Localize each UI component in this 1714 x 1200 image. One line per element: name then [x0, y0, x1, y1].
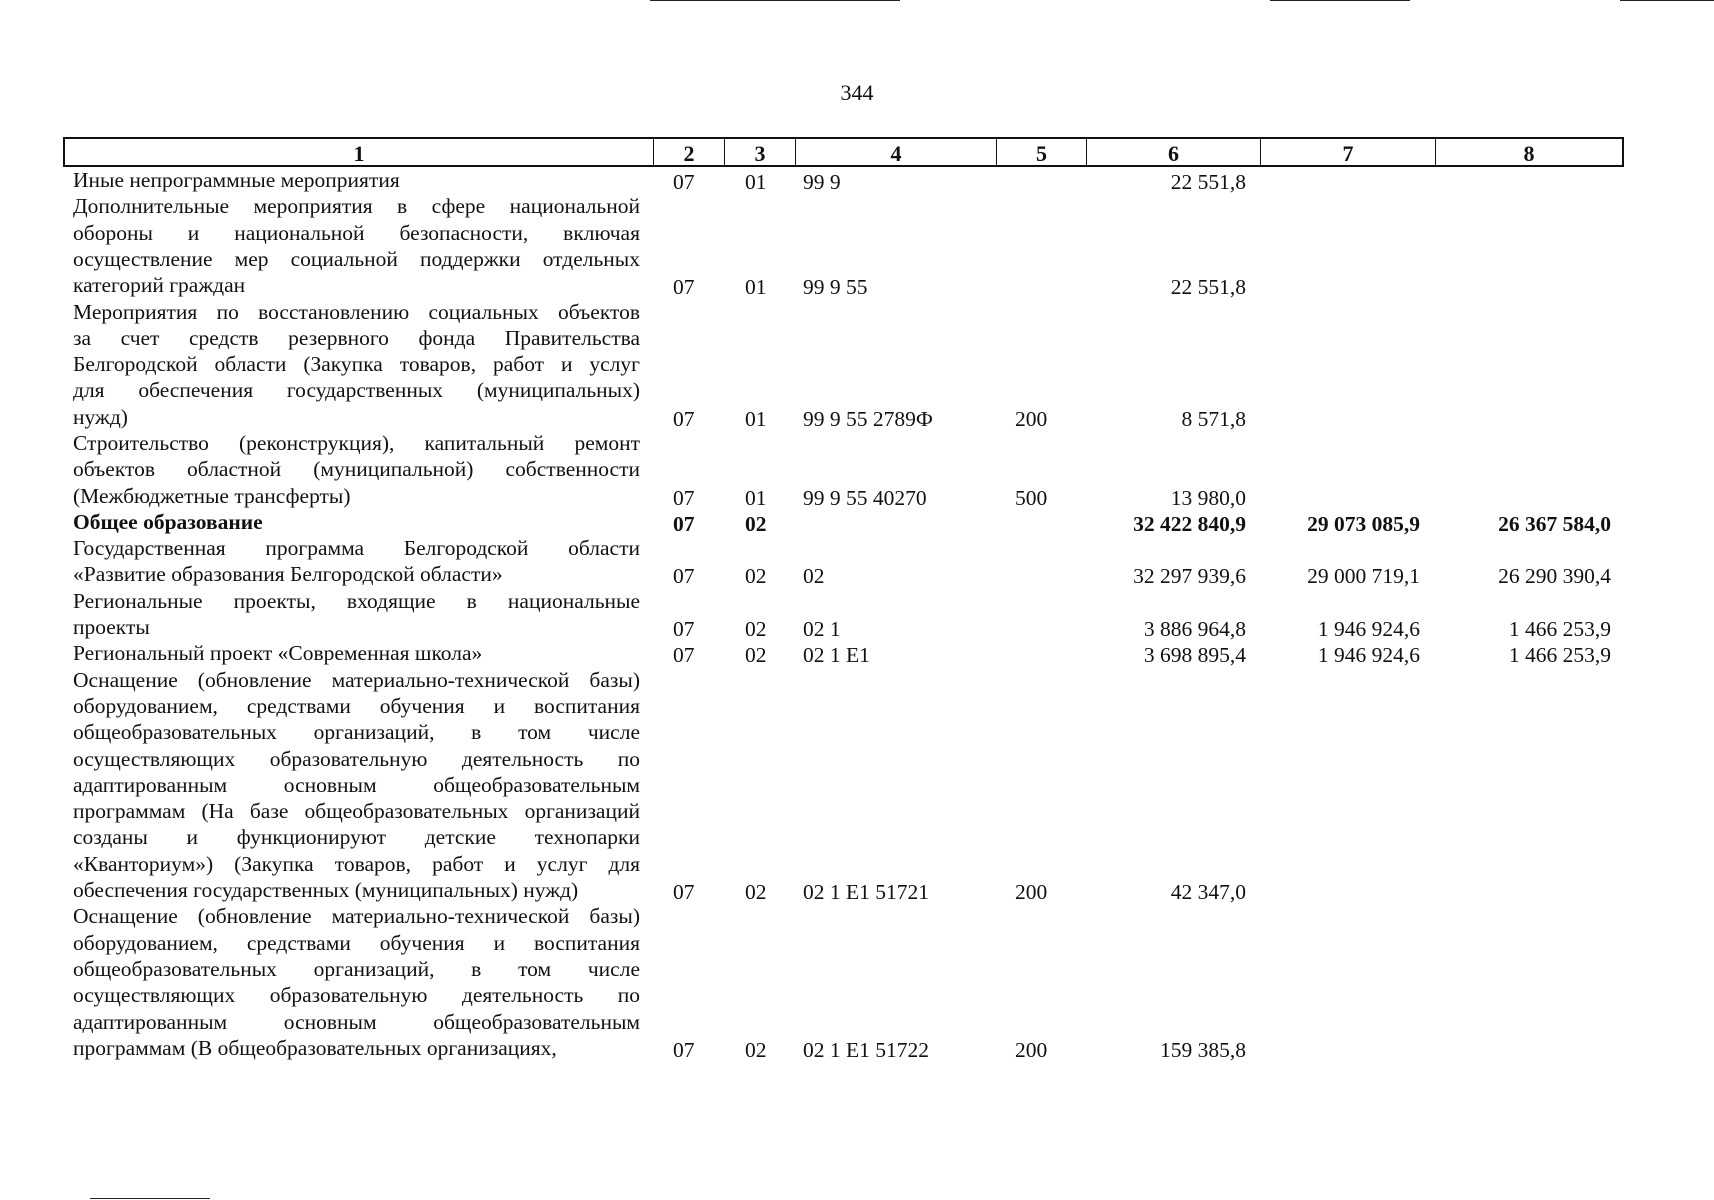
cell-c3: 02 — [745, 643, 767, 668]
cell-c8: 1 466 253,9 — [1508, 643, 1611, 668]
cell-c2: 07 — [673, 880, 695, 905]
description-line: программам (В общеобразовательных организациях, — [73, 1035, 557, 1060]
cell-c2: 07 — [673, 406, 695, 431]
header-col-8: 8 — [1435, 139, 1622, 165]
cell-c3: 02 — [745, 880, 767, 905]
cell-c4: 02 1 E1 51722 — [803, 1037, 930, 1062]
description-line: Дополнительные мероприятия в сфере национальной — [73, 194, 640, 219]
cell-c3: 01 — [745, 406, 767, 431]
cell-c6: 42 347,0 — [1170, 880, 1246, 905]
cell-c5: 500 — [1015, 485, 1048, 510]
description-line: (Межбюджетные трансферты) — [73, 483, 351, 508]
cell-c3: 01 — [745, 275, 767, 300]
cell-c3: 02 — [745, 564, 767, 589]
cell-c4: 02 — [803, 564, 825, 589]
cell-c6: 22 551,8 — [1170, 170, 1246, 194]
page-number: 344 — [840, 80, 874, 105]
cell-c5: 200 — [1015, 1037, 1048, 1062]
top-scan-line — [1620, 0, 1714, 1]
cell-c3: 02 — [745, 1037, 767, 1062]
description-line: объектов областной (муниципальной) собственности — [73, 457, 640, 482]
cell-c2: 07 — [673, 617, 695, 642]
cell-c6: 13 980,0 — [1170, 485, 1246, 510]
cell-c3: 01 — [745, 485, 767, 510]
top-scan-line — [650, 0, 900, 1]
description-line: «Кванториум») (Закупка товаров, работ и услуг для — [73, 851, 640, 876]
cell-c7: 1 946 924,6 — [1317, 617, 1420, 642]
row-description — [73, 430, 640, 509]
cell-c2: 07 — [673, 511, 695, 536]
description-line: общеобразовательных организаций, в том числе — [73, 720, 640, 745]
row-description — [73, 535, 640, 588]
cell-c4: 02 1 — [803, 617, 841, 642]
description-line: нужд) — [73, 404, 128, 429]
cell-c2: 07 — [673, 170, 695, 194]
cell-c3: 02 — [745, 617, 767, 642]
description-line: осуществляющих образовательную деятельность по — [73, 746, 640, 771]
description-line: адаптированным основным общеобразовательным — [73, 772, 640, 797]
description-line: оборудованием, средствами обучения и воспитания — [73, 930, 640, 955]
description-line: Оснащение (обновление материально-технической базы) — [73, 667, 640, 692]
description-line: Белгородской области (Закупка товаров, работ и услуг — [73, 352, 640, 377]
cell-c4: 02 1 E1 51721 — [803, 880, 930, 905]
row-description — [73, 640, 640, 666]
row-description — [73, 167, 640, 193]
header-col-3: 3 — [724, 139, 795, 165]
table-header — [63, 137, 1624, 167]
cell-c5: 200 — [1015, 406, 1048, 431]
cell-c6: 3 698 895,4 — [1143, 643, 1246, 668]
description-line: обороны и национальной безопасности, включая — [73, 220, 640, 245]
cell-c8: 1 466 253,9 — [1508, 617, 1611, 642]
cell-c4: 02 1 E1 — [803, 643, 870, 668]
description-line: категорий граждан — [73, 273, 246, 298]
cell-c8: 26 367 584,0 — [1498, 511, 1611, 536]
row-description — [73, 299, 640, 430]
cell-c2: 07 — [673, 485, 695, 510]
header-col-2: 2 — [653, 139, 724, 165]
cell-c2: 07 — [673, 275, 695, 300]
cell-c6: 22 551,8 — [1170, 275, 1246, 300]
description-line: обеспечения государственных (муниципальных) нужд) — [73, 878, 579, 903]
footnote-rule — [90, 1198, 210, 1199]
cell-c3: 01 — [745, 170, 767, 194]
row-description — [73, 588, 640, 641]
description-line: Государственная программа Белгородской области — [73, 536, 640, 561]
cell-c2: 07 — [673, 643, 695, 668]
header-col-5: 5 — [996, 139, 1086, 165]
description-line: Общее образование — [73, 509, 263, 534]
description-line: осуществляющих образовательную деятельность по — [73, 983, 640, 1008]
row-description — [73, 667, 640, 904]
cell-c2: 07 — [673, 1037, 695, 1062]
cell-c6: 159 385,8 — [1160, 1037, 1246, 1062]
description-line: проекты — [73, 615, 150, 640]
description-line: Иные непрограммные мероприятия — [73, 168, 400, 192]
row-description — [73, 903, 640, 1061]
cell-c7: 29 000 719,1 — [1307, 564, 1420, 589]
cell-c6: 32 422 840,9 — [1133, 511, 1246, 536]
cell-c6: 8 571,8 — [1181, 406, 1246, 431]
cell-c4: 99 9 — [803, 170, 841, 194]
description-line: Оснащение (обновление материально-технической базы) — [73, 904, 640, 929]
header-col-1: 1 — [353, 141, 365, 166]
description-line: Региональные проекты, входящие в национальные — [73, 588, 640, 613]
cell-c2: 07 — [673, 564, 695, 589]
cell-c6: 32 297 939,6 — [1133, 564, 1246, 589]
header-col-7: 7 — [1260, 139, 1435, 165]
description-line: за счет средств резервного фонда Правительства — [73, 325, 640, 350]
description-line: адаптированным основным общеобразовательным — [73, 1009, 640, 1034]
description-line: созданы и функционируют детские технопарки — [73, 825, 640, 850]
description-line: осуществление мер социальной поддержки отдельных — [73, 246, 640, 271]
cell-c3: 02 — [745, 511, 767, 536]
description-line: Мероприятия по восстановлению социальных объектов — [73, 299, 640, 324]
header-col-4: 4 — [795, 139, 996, 165]
cell-c7: 1 946 924,6 — [1317, 643, 1420, 668]
cell-c4: 99 9 55 40270 — [803, 485, 927, 510]
cell-c5: 200 — [1015, 880, 1048, 905]
cell-c7: 29 073 085,9 — [1307, 511, 1420, 536]
cell-c6: 3 886 964,8 — [1143, 617, 1246, 642]
cell-c4: 99 9 55 2789Ф — [803, 406, 933, 431]
row-description — [73, 193, 640, 298]
description-line: «Развитие образования Белгородской области» — [73, 562, 503, 587]
description-line: Строительство (реконструкция), капитальный ремонт — [73, 431, 640, 455]
description-line: общеобразовательных организаций, в том числе — [73, 956, 640, 981]
row-description — [73, 509, 640, 535]
description-line: для обеспечения государственных (муниципальных) — [73, 378, 640, 403]
description-line: оборудованием, средствами обучения и воспитания — [73, 693, 640, 718]
header-col-6: 6 — [1086, 139, 1260, 165]
description-line: программам (На базе общеобразовательных организаций — [73, 799, 640, 824]
description-line: Региональный проект «Современная школа» — [73, 641, 483, 666]
cell-c8: 26 290 390,4 — [1498, 564, 1611, 589]
cell-c4: 99 9 55 — [803, 275, 868, 300]
top-scan-line — [1270, 0, 1410, 1]
